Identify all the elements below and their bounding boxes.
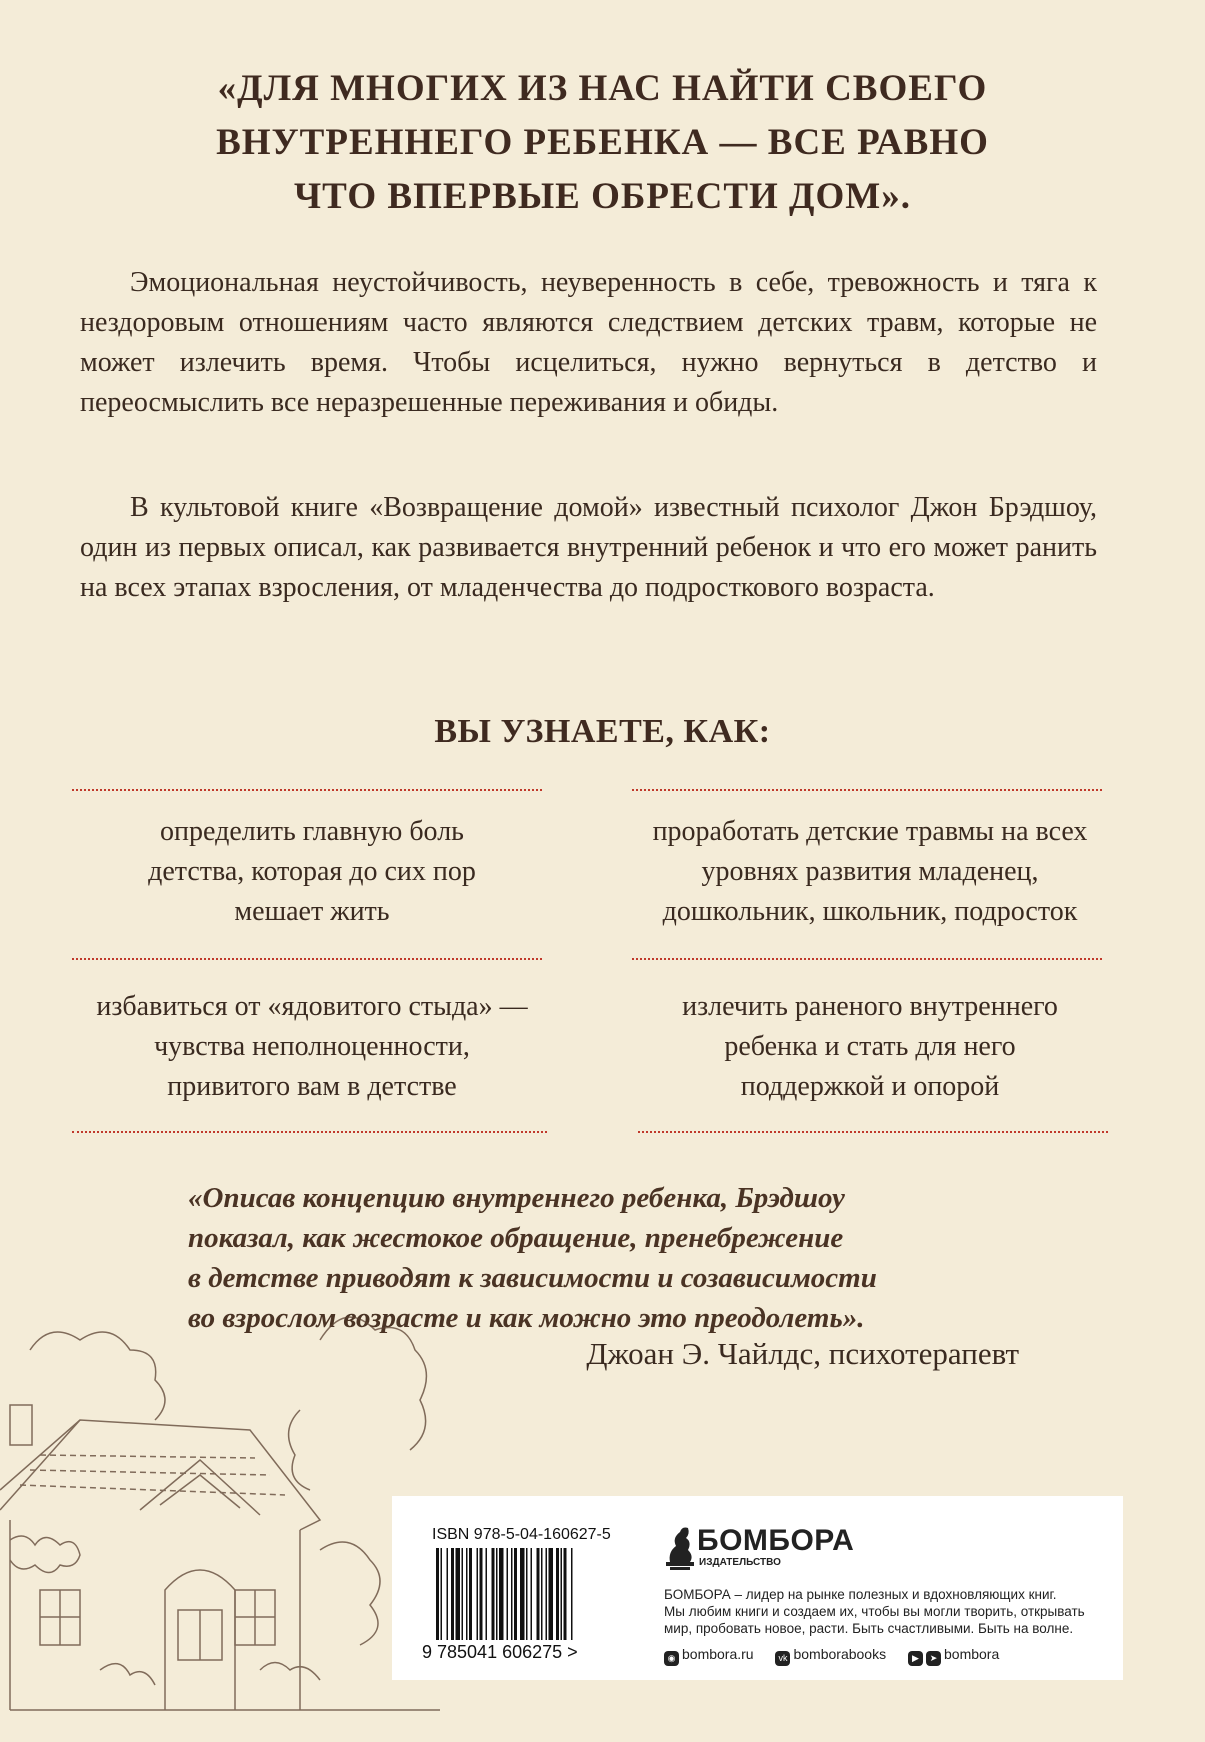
learn-title: ВЫ УЗНАЕТЕ, КАК: — [434, 713, 771, 750]
isbn: ISBN 978-5-04-160627-5 — [432, 1526, 611, 1543]
learn-point — [42, 812, 582, 932]
learn-point-line: избавиться от «ядовитого стыда» — — [96, 991, 528, 1022]
publisher-name: БОМБОРА — [697, 1524, 855, 1557]
learn-point-line: привитого вам в детстве — [167, 1071, 457, 1102]
divider — [72, 789, 542, 791]
divider — [638, 1131, 1108, 1133]
barcode — [436, 1548, 614, 1640]
learn-point — [600, 987, 1140, 1107]
learn-point-line: проработать детские травмы на всех — [652, 816, 1088, 847]
social-label: bomborabooks — [793, 1646, 887, 1662]
quote-line: в детстве приводят к зависимости и созависимости — [188, 1262, 877, 1294]
social-label: bombora.ru — [682, 1646, 754, 1662]
vk-icon: vk — [775, 1651, 790, 1666]
publisher-info-box — [392, 1496, 1123, 1680]
divider — [632, 789, 1102, 791]
learn-point-line: чувства неполноценности, — [154, 1031, 470, 1062]
quote-line: «Описав концепцию внутреннего ребенка, Брэдшоу — [188, 1182, 845, 1214]
social-links — [664, 1646, 1017, 1666]
learn-point-line: детства, которая до сих пор — [148, 856, 476, 887]
globe-icon: ◉ — [664, 1651, 679, 1666]
description-line: БОМБОРА – лидер на рынке полезных и вдохновляющих книг. — [664, 1587, 1057, 1602]
divider — [72, 1131, 547, 1133]
telegram-icon: ➤ — [926, 1651, 941, 1666]
learn-point — [42, 987, 582, 1107]
social-vk[interactable] — [775, 1646, 886, 1666]
quote-line: показал, как жестокое обращение, пренебрежение — [188, 1222, 844, 1254]
youtube-icon: ▶ — [908, 1651, 923, 1666]
book-paragraph: В культовой книге «Возвращение домой» известный психолог Джон Брэдшоу, один из первых описал, как развивается внутренний ребенок и что его может ранить на всех этапах взросления, от младенчества до подросткового возраста. — [80, 492, 1097, 603]
headline-line: «ДЛЯ МНОГИХ ИЗ НАС НАЙТИ СВОЕГО — [217, 68, 988, 109]
learn-point-line: уровнях развития младенец, — [701, 856, 1039, 887]
social-website[interactable] — [664, 1646, 754, 1666]
learn-point-line: дошкольник, школьник, подросток — [662, 896, 1078, 927]
learn-point-line: определить главную боль — [160, 816, 464, 847]
learn-point-line: поддержкой и опорой — [740, 1071, 1000, 1102]
divider — [72, 958, 542, 960]
quote-line: во взрослом возрасте и как можно это преодолеть». — [188, 1302, 865, 1334]
barcode-number: 9 785041 606275 > — [422, 1642, 578, 1662]
learn-point-line: ребенка и стать для него — [724, 1031, 1016, 1062]
learn-point-line: излечить раненого внутреннего — [682, 991, 1058, 1022]
headline-line: ЧТО ВПЕРВЫЕ ОБРЕСТИ ДОМ». — [294, 176, 911, 217]
divider — [632, 958, 1102, 960]
learn-point — [600, 812, 1140, 932]
publisher-description — [664, 1586, 1104, 1637]
headline-line: ВНУТРЕННЕГО РЕБЕНКА — ВСЕ РАВНО — [216, 122, 989, 163]
description-line: мир, пробовать новое, расти. Быть счастливыми. Быть на волне. — [664, 1621, 1074, 1636]
publisher-subtitle: ИЗДАТЕЛЬСТВО — [699, 1557, 781, 1568]
learn-point-line: мешает жить — [234, 896, 390, 927]
headline-quote — [0, 62, 1205, 224]
house-illustration — [0, 1290, 440, 1742]
intro-paragraph: Эмоциональная неустойчивость, неуверенность в себе, тревожность и тяга к нездоровым отношениям часто являются следствием детских травм, которые не может излечить время. Чтобы исцелиться, нужно вернуться в детство и переосмыслить все неразрешенные переживания и обиды. — [80, 267, 1097, 418]
quote-author: Джоан Э. Чайлдс, психотерапевт — [586, 1336, 1019, 1371]
social-label: bombora — [944, 1646, 1000, 1662]
description-line: Мы любим книги и создаем их, чтобы вы могли творить, открывать — [664, 1604, 1085, 1619]
social-youtube-telegram[interactable] — [908, 1646, 999, 1666]
